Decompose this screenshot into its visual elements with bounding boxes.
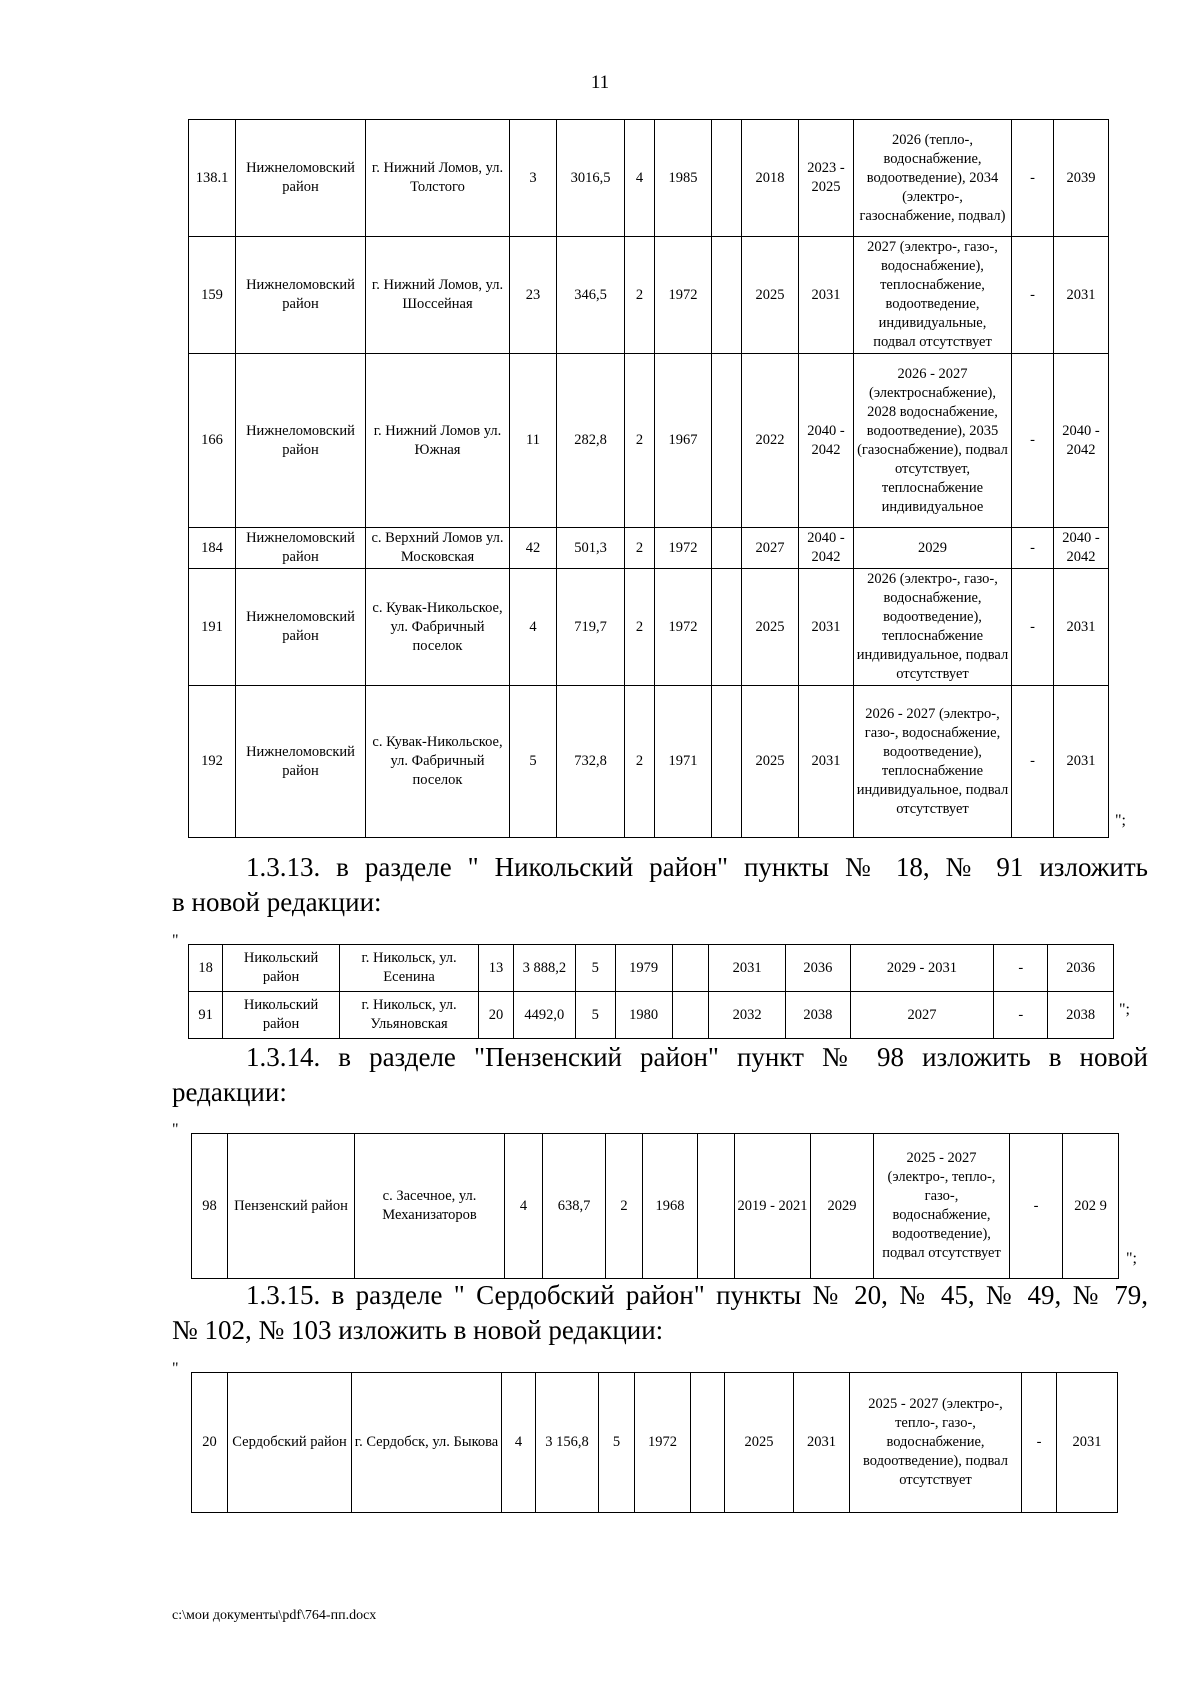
paragraph-line: в новой редакции: — [172, 887, 382, 917]
table-cell: 2027 — [850, 992, 994, 1039]
table-cell: 501,3 — [557, 528, 625, 569]
table-cell: 2023 - 2025 — [799, 120, 854, 237]
table-cell: 2031 — [1054, 686, 1109, 838]
table-cell: 2036 — [786, 945, 851, 992]
paragraph-line: редакции: — [172, 1077, 287, 1107]
table-cell: - — [994, 992, 1048, 1039]
table-cell: 20 — [479, 992, 513, 1039]
table-cell: Нижнеломовский район — [236, 237, 366, 354]
table-penzensky — [191, 1133, 1119, 1279]
page-number: 11 — [590, 72, 610, 93]
table-cell: 2026 (электро-, газо-, водоснабжение, водоотведение), теплоснабжение индивидуальное, подвал отсутствует — [854, 569, 1012, 686]
table-row — [189, 528, 1109, 569]
table-cell: 2 — [625, 354, 655, 528]
table-cell: Нижнеломовский район — [236, 569, 366, 686]
table-cell: 5 — [576, 945, 616, 992]
table-cell: г. Нижний Ломов, ул. Шоссейная — [366, 237, 510, 354]
table-cell: 2040 - 2042 — [1054, 528, 1109, 569]
table-row — [189, 120, 1109, 237]
table-cell: 2025 — [742, 686, 799, 838]
table-cell: 5 — [599, 1373, 635, 1513]
table-cell: 4 — [625, 120, 655, 237]
table-cell — [712, 686, 742, 838]
paragraph-1-3-14 — [172, 1040, 1148, 1110]
table-cell: 191 — [189, 569, 236, 686]
table-row — [189, 569, 1109, 686]
table-cell — [672, 945, 708, 992]
table-cell: Нижнеломовский район — [236, 528, 366, 569]
table-cell: Нижнеломовский район — [236, 686, 366, 838]
table-cell: 91 — [189, 992, 223, 1039]
table-cell: 4 — [502, 1373, 536, 1513]
table-cell: 3 888,2 — [513, 945, 575, 992]
table-cell: 2040 - 2042 — [799, 528, 854, 569]
table-cell: 1985 — [655, 120, 712, 237]
table-cell: - — [1012, 120, 1054, 237]
table-cell: 4 — [510, 569, 557, 686]
table-cell: 1972 — [655, 569, 712, 686]
table-cell: 282,8 — [557, 354, 625, 528]
table-cell: 732,8 — [557, 686, 625, 838]
table-cell: г. Нижний Ломов, ул. Толстого — [366, 120, 510, 237]
table-cell: 192 — [189, 686, 236, 838]
paragraph-line: 1.3.14. в разделе "Пензенский район" пункт № 98 изложить в новой — [246, 1042, 1148, 1072]
table-cell: 638,7 — [543, 1134, 606, 1279]
table-cell: 3 — [510, 120, 557, 237]
table-cell: 1972 — [655, 528, 712, 569]
table-cell: 2032 — [709, 992, 786, 1039]
table-cell: г. Сердобск, ул. Быкова — [352, 1373, 502, 1513]
table-cell: 1968 — [643, 1134, 698, 1279]
table-cell: - — [1012, 569, 1054, 686]
table-cell: с. Кувак-Никольское, ул. Фабричный поселок — [366, 686, 510, 838]
table-cell: 2025 - 2027 (электро-, тепло-, газо-, водоснабжение, водоотведение), подвал отсутствует — [874, 1134, 1010, 1279]
table-cell: 138.1 — [189, 120, 236, 237]
table-row — [189, 237, 1109, 354]
table-cell: г. Никольск, ул. Есенина — [339, 945, 478, 992]
table-cell: 2026 - 2027 (электроснабжение), 2028 водоснабжение, водоотведение), 2035 (газоснабжение), подвал отсутствует, теплоснабжение индивидуальное — [854, 354, 1012, 528]
table-cell: 2040 - 2042 — [799, 354, 854, 528]
table-cell — [672, 992, 708, 1039]
table-cell: 42 — [510, 528, 557, 569]
paragraph-line: 1.3.15. в разделе " Сердобский район" пункты № 20, № 45, № 49, № 79, — [246, 1280, 1148, 1310]
table-cell: 2025 - 2027 (электро-, тепло-, газо-, водоснабжение, водоотведение), подвал отсутствует — [850, 1373, 1022, 1513]
opening-quote-mark: " — [172, 932, 179, 949]
table-cell: 1979 — [615, 945, 672, 992]
table-cell: 2026 - 2027 (электро-, газо-, водоснабжение, водоотведение), теплоснабжение индивидуальное, подвал отсутствует — [854, 686, 1012, 838]
table-cell: 3016,5 — [557, 120, 625, 237]
table-cell: 2029 — [811, 1134, 874, 1279]
table-row — [192, 1373, 1118, 1513]
table-cell: 2031 — [799, 686, 854, 838]
table-cell: 2039 — [1054, 120, 1109, 237]
table-cell: 2038 — [786, 992, 851, 1039]
table-nizhnelomovsky — [188, 119, 1109, 838]
table-cell: 5 — [510, 686, 557, 838]
table-cell: Никольский район — [223, 945, 340, 992]
table-cell: 1972 — [655, 237, 712, 354]
table-cell — [712, 120, 742, 237]
table-cell: 2019 - 2021 — [735, 1134, 811, 1279]
table-row — [189, 992, 1114, 1039]
table-cell: 18 — [189, 945, 223, 992]
table-row — [192, 1134, 1119, 1279]
closing-quote-mark: "; — [1126, 1250, 1137, 1267]
table-cell: 2 — [606, 1134, 643, 1279]
table-nikolsky — [188, 944, 1114, 1039]
table-cell: 2025 — [742, 237, 799, 354]
table-cell: 5 — [576, 992, 616, 1039]
table-cell: 2025 — [725, 1373, 794, 1513]
table-cell: г. Нижний Ломов ул. Южная — [366, 354, 510, 528]
opening-quote-mark: " — [172, 1121, 179, 1138]
closing-quote-mark: "; — [1119, 1001, 1130, 1018]
table-cell: 98 — [192, 1134, 228, 1279]
table-cell: 1967 — [655, 354, 712, 528]
table-cell: 346,5 — [557, 237, 625, 354]
table-cell: - — [1012, 237, 1054, 354]
table-cell: 4 — [505, 1134, 543, 1279]
table-cell: 2022 — [742, 354, 799, 528]
paragraph-line: 1.3.13. в разделе " Никольский район" пункты № 18, № 91 изложить — [246, 852, 1148, 882]
table-cell: 11 — [510, 354, 557, 528]
table-cell: 13 — [479, 945, 513, 992]
table-cell: 1971 — [655, 686, 712, 838]
table-cell: Пензенский район — [228, 1134, 355, 1279]
table-cell — [712, 237, 742, 354]
table-cell: 2027 (электро-, газо-, водоснабжение), теплоснабжение, водоотведение, индивидуальные, подвал отсутствует — [854, 237, 1012, 354]
table-cell: 2040 - 2042 — [1054, 354, 1109, 528]
table-cell: 2036 — [1048, 945, 1114, 992]
table-cell: - — [1022, 1373, 1057, 1513]
table-cell: - — [1012, 528, 1054, 569]
table-cell: 2025 — [742, 569, 799, 686]
table-cell — [712, 354, 742, 528]
table-cell: 2029 - 2031 — [850, 945, 994, 992]
paragraph-1-3-13 — [172, 850, 1148, 920]
table-cell: Сердобский район — [228, 1373, 352, 1513]
table-cell: 2031 — [799, 569, 854, 686]
table-cell: с. Засечное, ул. Механизаторов — [355, 1134, 505, 1279]
table-cell: 2027 — [742, 528, 799, 569]
table-serdobsky — [191, 1372, 1118, 1513]
table-cell: 2 — [625, 569, 655, 686]
table-cell: 2038 — [1048, 992, 1114, 1039]
table-row — [189, 686, 1109, 838]
table-cell: с. Верхний Ломов ул. Московская — [366, 528, 510, 569]
table-cell: 166 — [189, 354, 236, 528]
table-cell: 2 — [625, 528, 655, 569]
table-cell: 2 — [625, 686, 655, 838]
table-cell: 23 — [510, 237, 557, 354]
table-cell: 2026 (тепло-, водоснабжение, водоотведение), 2034 (электро-, газоснабжение, подвал) — [854, 120, 1012, 237]
table-cell: 719,7 — [557, 569, 625, 686]
paragraph-1-3-15 — [172, 1278, 1148, 1348]
table-cell: 2018 — [742, 120, 799, 237]
table-cell — [712, 528, 742, 569]
table-cell — [698, 1134, 735, 1279]
table-cell: 202 9 — [1063, 1134, 1119, 1279]
table-cell: - — [1012, 686, 1054, 838]
opening-quote-mark: " — [172, 1360, 179, 1377]
table-cell: - — [1010, 1134, 1063, 1279]
table-cell: Никольский район — [223, 992, 340, 1039]
table-cell: - — [1012, 354, 1054, 528]
table-cell: 159 — [189, 237, 236, 354]
table-cell: 2031 — [1054, 237, 1109, 354]
table-cell: 2031 — [709, 945, 786, 992]
table-row — [189, 354, 1109, 528]
table-cell: 2031 — [799, 237, 854, 354]
table-cell: 2 — [625, 237, 655, 354]
table-cell: г. Никольск, ул. Ульяновская — [339, 992, 478, 1039]
closing-quote-mark: "; — [1115, 812, 1126, 829]
table-cell: 2029 — [854, 528, 1012, 569]
table-cell: 184 — [189, 528, 236, 569]
table-cell: с. Кувак-Никольское, ул. Фабричный поселок — [366, 569, 510, 686]
paragraph-line: № 102, № 103 изложить в новой редакции: — [172, 1315, 664, 1345]
table-cell — [691, 1373, 725, 1513]
table-cell: 4492,0 — [513, 992, 575, 1039]
table-cell: 2031 — [794, 1373, 850, 1513]
table-cell: - — [994, 945, 1048, 992]
table-row — [189, 945, 1114, 992]
table-cell: Нижнеломовский район — [236, 354, 366, 528]
table-cell: 1980 — [615, 992, 672, 1039]
table-cell: 2031 — [1057, 1373, 1118, 1513]
table-cell: 2031 — [1054, 569, 1109, 686]
file-path-footer: c:\мои документы\pdf\764-пп.docx — [172, 1608, 377, 1623]
table-cell: Нижнеломовский район — [236, 120, 366, 237]
table-cell: 3 156,8 — [536, 1373, 599, 1513]
table-cell — [712, 569, 742, 686]
table-cell: 20 — [192, 1373, 228, 1513]
table-cell: 1972 — [635, 1373, 691, 1513]
